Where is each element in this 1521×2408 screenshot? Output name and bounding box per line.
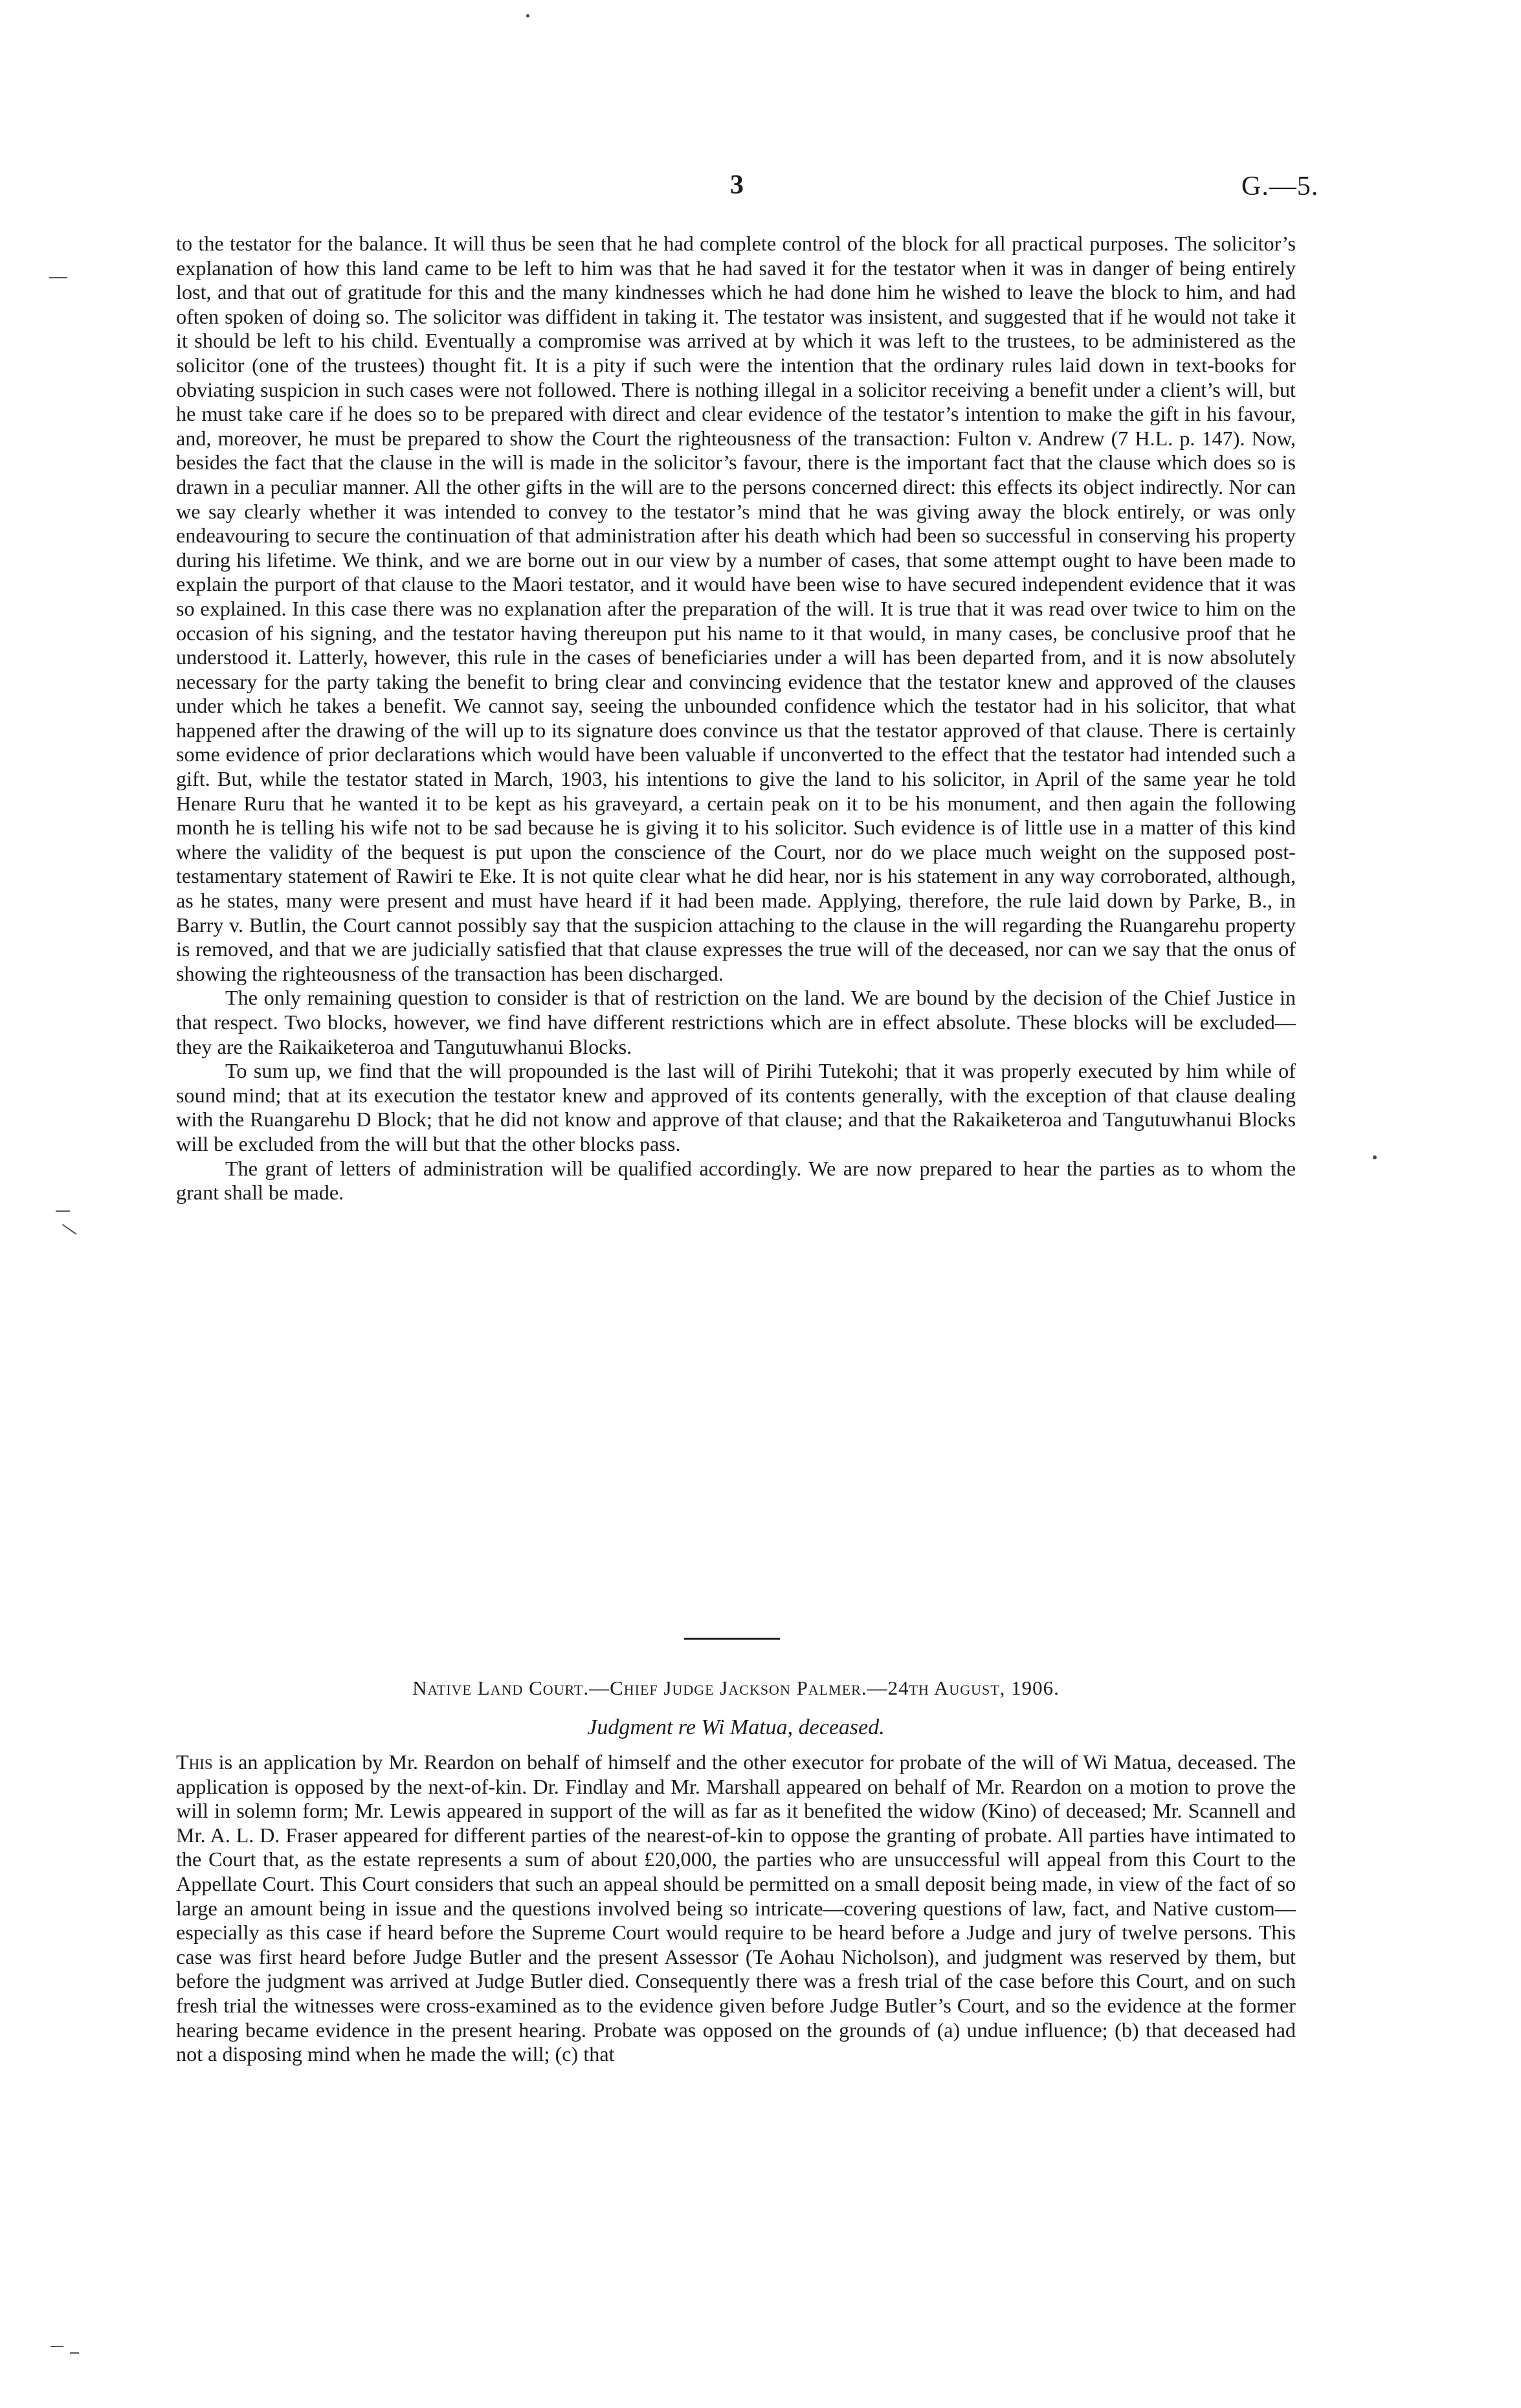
- paragraph: The only remaining question to consider is that of restriction on the land. We are bound by the decision of the Chief Justice in that respect. Two blocks, however, we find have different restrictions which are in effect absolute. These blocks will be excluded—they are the Raikaiketeroa and Tangutuwhanui Blocks.: [176, 986, 1296, 1058]
- court-heading: Native Land Court.—Chief Judge Jackson Palmer.—24th August, 1906.: [412, 1677, 1060, 1699]
- margin-mark: [70, 2352, 79, 2354]
- speck: [1373, 1155, 1377, 1159]
- paragraph: To sum up, we find that the will propounded is the last will of Pirihi Tutekohi; that it was properly executed by him while of sound mind; that at its execution the testator knew and approved of its contents generally, with the exception of that clause dealing with the Ruangarehu D Block; that he did not know and approve of that clause; and that the Rakaiketeroa and Tangutuwhanui Blocks will be excluded from the will but that the other blocks pass.: [176, 1059, 1296, 1155]
- margin-mark: [56, 1210, 70, 1212]
- paragraph: The grant of letters of administration will be qualified accordingly. We are now prepared to hear the parties as to whom the grant shall be made.: [176, 1156, 1296, 1205]
- judgment-title: Judgment re Wi Matua, deceased.: [587, 1715, 885, 1739]
- margin-mark: [50, 2346, 63, 2347]
- judgment-body: [176, 1750, 1296, 2067]
- paragraph: [176, 1750, 1296, 2067]
- document-reference: G.—5.: [1241, 172, 1319, 201]
- margin-mark: [49, 277, 67, 278]
- speck: [526, 14, 529, 17]
- paragraph-text: is an application by Mr. Reardon on behalf of himself and the other executor for probate of the will of Wi Matua, deceased. The application is opposed by the next-of-kin. Dr. Findlay and Mr. Marshall appeared on behalf of Mr. Reardon on a motion to prove the will in solemn form; Mr. Lewis appeared in support of the will as far as it benefited the widow (Kino) of deceased; Mr. Scannell and Mr. A. L. D. Fraser appeared for different parties of the nearest-of-kin to oppose the granting of probate. All parties have intimated to the Court that, as the estate represents a sum of about £20,000, the parties who are unsuccessful will appeal from this Court to the Appellate Court. This Court considers that such an appeal should be permitted on a small deposit being made, in view of the fact of so large an amount being in issue and the questions involved being so intricate—covering questions of law, fact, and Native custom—especially as this case if heard before the Supreme Court would require to be heard before a Judge and jury of twelve persons. This case was first heard before Judge Butler and the present Assessor (Te Aohau Nicholson), and judgment was reserved by them, but before the judgment was arrived at Judge Butler died. Consequently there was a fresh trial of the case before this Court, and on such fresh trial the witnesses were cross-examined as to the evidence given before Judge Butler’s Court, and so the evidence at the former hearing became evidence in the present hearing. Probate was opposed on the grounds of (a) undue influence; (b) that deceased had not a disposing mind when he made the will; (c) that: [176, 1750, 1296, 2066]
- margin-mark: [62, 1224, 76, 1235]
- judgment-continuation: [176, 232, 1296, 1205]
- paragraph: to the testator for the balance. It will thus be seen that he had complete control of the block for all practical purposes. The solicitor’s explanation of how this land came to be left to him was that he had saved it for the testator when it was in danger of being entirely lost, and that out of gratitude for this and the many kindnesses which he had done him he wished to leave the block to him, and had often spoken of doing so. The solicitor was diffident in taking it. The testator was insistent, and suggested that if he would not take it it should be left to his child. Eventually a compromise was arrived at by which it was left to the trustees, to be administered as the solicitor (one of the trustees) thought fit. It is a pity if such were the intention that the ordinary rules laid down in text-books for obviating suspicion in such cases were not followed. There is nothing illegal in a solicitor receiving a benefit under a client’s will, but he must take care if he does so to be prepared with direct and clear evidence of the testator’s intention to make the gift in his favour, and, moreover, he must be prepared to show the Court the righteousness of the transaction: Fulton v. Andrew (7 H.L. p. 147). Now, besides the fact that the clause in the will is made in the solicitor’s favour, there is the important fact that the clause which does so is drawn in a peculiar manner. All the other gifts in the will are to the persons concerned direct: this effects its object indirectly. Nor can we say clearly whether it was intended to convey to the testator’s mind that he was giving away the block entirely, or was only endeavouring to secure the continuation of that administration after his death which had been so successful in conserving his property during his lifetime. We think, and we are borne out in our view by a number of cases, that some attempt ought to have been made to explain the purport of that clause to the Maori testator, and it would have been wise to have secured independent evidence that it was so explained. In this case there was no explanation after the preparation of the will. It is true that it was read over twice to him on the occasion of his signing, and the testator having thereupon put his name to it that would, in many cases, be conclusive proof that he understood it. Latterly, however, this rule in the cases of beneficiaries under a will has been departed from, and it is now absolutely necessary for the party taking the benefit to bring clear and convincing evidence that the testator knew and approved of the clauses under which he takes a benefit. We cannot say, seeing the unbounded confidence which the testator had in his solicitor, that what happened after the drawing of the will up to its signature does convince us that the testator approved of that clause. There is certainly some evidence of prior declarations which would have been valuable if unconverted to the effect that the testator had intended such a gift. But, while the testator stated in March, 1903, his intentions to give the land to his solicitor, in April of the same year he told Henare Ruru that he wanted it to be kept as his graveyard, a certain peak on it to be his monument, and then again the following month he is telling his wife not to be sad because he is giving it to his solicitor. Such evidence is of little use in a matter of this kind where the validity of the bequest is put upon the conscience of the Court, nor do we place much weight on the supposed post-testamentary statement of Rawiri te Eke. It is not quite clear what he did hear, nor is his statement in any way corroborated, although, as he states, many were present and must have heard if it had been made. Applying, therefore, the rule laid down by Parke, B., in Barry v. Butlin, the Court cannot possibly say that the suspicion attaching to the clause in the will regarding the Ruangarehu property is removed, and that we are judicially satisfied that that clause expresses the true will of the deceased, nor can we say that the onus of showing the righteousness of the transaction has been discharged.: [176, 232, 1296, 985]
- page-number: 3: [730, 170, 744, 200]
- opening-words: This: [176, 1750, 213, 1774]
- section-divider: [684, 1638, 780, 1640]
